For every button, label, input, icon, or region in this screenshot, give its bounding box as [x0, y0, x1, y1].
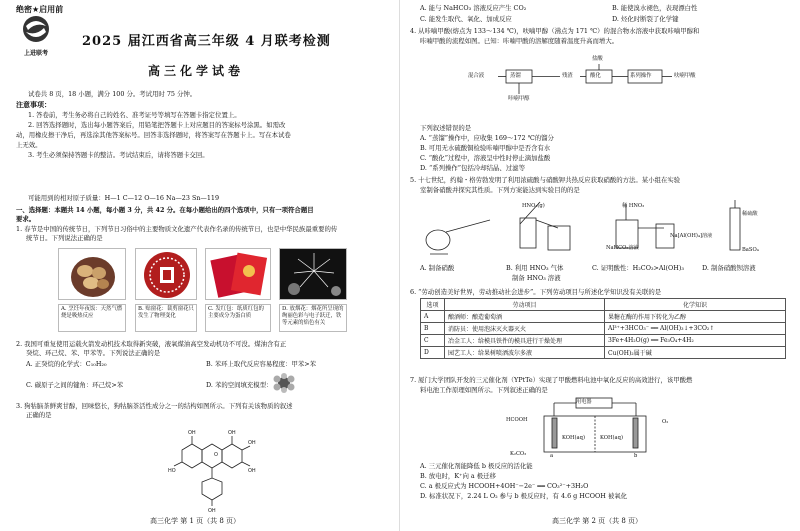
- q7-option-a: A. 三元催化剂能降低 b 极反应的活化能: [420, 462, 533, 470]
- question-7-line: 7. 厦门大学团队开发的三元催化剂（YPtTe）实现了甲酸燃料电池中氧化反应的高效进行，该甲酸燃: [410, 376, 693, 384]
- paper-cut-image: [136, 249, 197, 300]
- flow-furfuryl-alcohol: 咔喃甲醇: [508, 96, 530, 102]
- label-dilute-h2so4: 稀硫酸: [742, 211, 758, 217]
- notes-heading: 注意事项：: [16, 100, 51, 109]
- q2-option-b: B. 苯环上取代反应容易程度：甲苯>苯: [206, 360, 316, 368]
- photo-window-flower: [135, 248, 197, 300]
- table-header: 选项: [421, 299, 445, 311]
- label-hno3-gas: HNO₃(g): [522, 203, 545, 209]
- svg-text:HO: HO: [168, 468, 176, 474]
- q1-option-c: C. 发红包：纸质红包的主要成分为蛋白质: [205, 304, 271, 332]
- svg-text:O: O: [214, 452, 218, 458]
- question-3-line: 3. 狗牯脑茶鲜爽甘醇，回味悠长，狗牯脑茶活性成分之一的结构如图所示。下列有关该物质的叙述: [16, 402, 293, 410]
- table-cell: C: [421, 335, 445, 347]
- q3-option-a: A. 能与 NaHCO₃ 溶液反应产生 CO₂: [420, 4, 527, 12]
- label-electrode-a: a: [550, 453, 554, 459]
- table-cell: Al³⁺+3HCO₃⁻ ══ Al(OH)₃↓+3CO₂↑: [605, 323, 786, 335]
- question-4-line: 4. 从咔喃甲酸(熔点为 133～134 ℃)，呋喃甲醇（沸点为 171 ℃）的混合物水溶液中获取咔喃甲醇和: [410, 27, 700, 35]
- q1-option-b: B. 贴窗花：裁剪窗花只发生了物理变化: [135, 304, 197, 332]
- table-row: [421, 335, 786, 347]
- question-1-line: 统节日。下列说法正确的是: [26, 234, 103, 242]
- label-sodium-aluminate: Na[Al(OH)₄]溶液: [670, 233, 713, 239]
- q5-apparatus-diagram: [420, 198, 780, 264]
- svg-text:OH: OH: [228, 430, 236, 436]
- atomic-masses: 可能用到的相对原子质量：H—1 C—12 O—16 Na—23 Sn—119: [28, 194, 220, 202]
- table-cell: 果糖在酶的作用下转化为乙醇: [605, 311, 786, 323]
- svg-text:OH: OH: [248, 468, 256, 474]
- table-cell: A: [421, 311, 445, 323]
- table-header-row: [421, 299, 786, 311]
- subject-title: 高三化学试卷: [148, 64, 245, 78]
- label-nahco3: NaHCO₃溶液: [606, 245, 639, 251]
- benzene-space-filling-model-icon: [272, 373, 296, 393]
- flow-operations: 系列操作: [630, 73, 652, 79]
- page-2: [400, 0, 800, 531]
- table-header: 化学知识: [605, 299, 786, 311]
- q5-option-b-cont: 制备 HNO₃ 溶液: [512, 274, 561, 282]
- question-4-line: 咔喃甲酸的流程如图。已知：咔喃甲酸的溶解度随着温度升高而增大。: [420, 37, 619, 45]
- table-cell: 园艺工人：给果树喷洒波尔多液: [445, 347, 605, 359]
- table-row: [421, 347, 786, 359]
- dumplings-image: [59, 249, 126, 300]
- q3-option-b: B. 能使溴水褪色，表现漂白性: [612, 4, 698, 12]
- note-line: 1. 答卷前，考生务必将自己的姓名、准考证号等填写在答题卡指定位置上。: [28, 111, 241, 119]
- publisher-logo: [16, 14, 56, 57]
- flow-furoic-acid: 呋喃甲酸: [674, 73, 696, 79]
- secret-mark: 绝密★启用前: [16, 5, 64, 14]
- question-2-line: 癸烷、环己烷、苯、甲苯等。下列说法正确的是: [26, 349, 161, 357]
- flow-residue: 残渣: [562, 73, 573, 79]
- q7-option-b: B. 放电时，K⁺向 a 极迁移: [420, 472, 496, 480]
- question-5-line: 5. 十七世纪，约翰・格劳勃发明了利用浓硫酸与硝酸钾共热反应获取硝酸的方法。某小组在实验: [410, 176, 681, 184]
- photo-red-envelope: [205, 248, 271, 300]
- page-footer: 高三化学 第 1 页（共 8 页）: [150, 517, 241, 525]
- note-line: 动，用橡皮擦干净后，再选涂其他答案标号。回答非选择题时，将答案写在答题卡上。写在本试卷: [16, 131, 291, 139]
- question-5-line: 室制备硝酸并探究其性质。下列方案能达到实验目的的是: [420, 186, 580, 194]
- red-envelope-image: [206, 249, 271, 300]
- photo-fireworks: [279, 248, 347, 300]
- q4-question: 下列叙述错误的是: [420, 124, 472, 132]
- flow-distill: 蒸馏: [510, 73, 521, 79]
- q3-option-d: D. 烃化时断裂了化学键: [612, 15, 679, 23]
- question-2-line: 2. 我国可重复使用运载火箭发动机技术取得新突破，液氧煤油高空发动机功不可没。煤油含有正: [16, 340, 287, 348]
- question-3-line: 正确的是: [26, 411, 52, 419]
- label-koh-right: KOH(aq): [600, 435, 623, 441]
- table-cell: D: [421, 347, 445, 359]
- label-o2: O₂: [662, 419, 669, 425]
- svg-text:OH: OH: [208, 508, 216, 514]
- label-electrode-b: b: [634, 453, 638, 459]
- label-hcooh: HCOOH: [506, 417, 528, 423]
- logo-swirl-icon: [16, 14, 56, 44]
- q2-option-c: C. 碳原子之间的键角：环己烷>苯: [26, 381, 124, 389]
- q4-option-c: C. “酸化”过程中，溶液呈中性时停止滴加盐酸: [420, 154, 551, 162]
- q6-table: [420, 298, 786, 359]
- logo-text: 上进联考: [23, 50, 48, 57]
- q4-option-b: B. 可用无水硫酸铜检验咔喃甲醇中是否含有水: [420, 144, 551, 152]
- table-cell: 消防员：使用泡沫灭火器灭火: [445, 323, 605, 335]
- flow-acidify: 酸化: [590, 73, 601, 79]
- q4-flowchart-diagram: [468, 60, 718, 106]
- table-cell: Cu(OH)₂属于碱: [605, 347, 786, 359]
- section-heading-cont: 要求。: [16, 215, 36, 223]
- q7-option-c: C. a 极反应式为 HCOOH+4OH⁻−2e⁻ ══ CO₃²⁻+3H₂O: [420, 482, 589, 490]
- question-7-line: 料电池工作原理如图所示。下列叙述正确的是: [420, 386, 548, 394]
- q5-option-d: D. 制备硝酸钡溶液: [702, 264, 756, 272]
- svg-text:OH: OH: [188, 430, 196, 436]
- question-1-line: 1. 春节是中国的传统节日，下列节日习俗中的主要物质文化遗产代表作名录的传统节日，也是中华民族最重要的传: [16, 225, 338, 233]
- q3-option-c: C. 能发生取代、氧化、加成反应: [420, 15, 512, 23]
- table-cell: 3Fe+4H₂O(g) ══ Fe₃O₄+4H₂: [605, 335, 786, 347]
- table-header: 劳动项目: [445, 299, 605, 311]
- table-row: [421, 311, 786, 323]
- q5-option-a: A. 制备硝酸: [420, 264, 455, 272]
- q4-option-a: A. “蒸馏”操作中，应收集 169～172 ℃的馏分: [420, 134, 554, 142]
- flow-mixture: 混合液: [468, 73, 485, 79]
- q5-option-c: C. 证明酸性：H₂CO₃>Al(OH)₃: [592, 264, 684, 272]
- fireworks-image: [280, 249, 347, 300]
- q7-option-d: D. 标准状况下，2.24 L O₂ 参与 b 极反应时，有 4.6 g HCOOH 被氧化: [420, 492, 628, 500]
- svg-text:OH: OH: [248, 440, 256, 446]
- table-cell: 冶金工人：给模具铁件的模具进行干燥处理: [445, 335, 605, 347]
- note-line: 3. 考生必须保持答题卡的整洁。考试结束后，请将答题卡交回。: [28, 151, 209, 159]
- table-cell: B: [421, 323, 445, 335]
- catechin-structure-diagram: [168, 424, 260, 514]
- page-footer: 高三化学 第 2 页（共 8 页）: [552, 517, 643, 525]
- flow-hcl: 盐酸: [592, 56, 603, 62]
- label-koh-left: KOH(aq): [562, 435, 585, 441]
- q2-option-d: D. 苯的空间填充模型：: [206, 381, 273, 389]
- label-load: 用电器: [576, 399, 592, 405]
- fuel-cell-diagram: [530, 396, 660, 458]
- q1-option-d: D. 放烟花：烟花所呈现的绚丽色彩与电子跃迁，铁等元素的焰色有关: [279, 304, 347, 332]
- label-dilute-hno3: 稀 HNO₃: [622, 203, 645, 209]
- table-cell: 酿酒师：酿造葡萄酒: [445, 311, 605, 323]
- exam-info: 试卷共 8 页，18 小题，满分 100 分。考试用时 75 分钟。: [28, 90, 197, 98]
- q1-option-a: A. 烹饪年夜饭：天然气燃烧是吸热反应: [58, 304, 126, 332]
- exam-title: 2025 届江西省高三年级 4 月联考检测: [82, 34, 331, 49]
- section-heading: 一、选择题：本题共 14 小题，每小题 3 分，共 42 分。在每小题给出的四个选项中，只有一项符合题目: [16, 206, 314, 214]
- note-line: 上无效。: [16, 141, 42, 149]
- photo-new-year-dinner: [58, 248, 126, 300]
- label-baso4: BaSO₄: [742, 247, 759, 253]
- note-line: 2. 回答选择题时，选出每小题答案后，用铅笔把答题卡上对应题目的答案标号涂黑。如需改: [28, 121, 286, 129]
- label-k2co3: K₂CO₃: [510, 451, 527, 457]
- q2-option-a: A. 正癸烷的化学式：C₁₀H₂₀: [26, 360, 107, 368]
- q4-option-d: D. “系列操作”包括冷却结晶、过滤等: [420, 164, 525, 172]
- table-row: [421, 323, 786, 335]
- question-6: 6. “劳动创造美好世界，劳动推动社会进步”。下列劳动项目与所述化学知识没有关联的是: [410, 288, 662, 296]
- q5-option-b: B. 利用 HNO₃ 气体: [506, 264, 564, 272]
